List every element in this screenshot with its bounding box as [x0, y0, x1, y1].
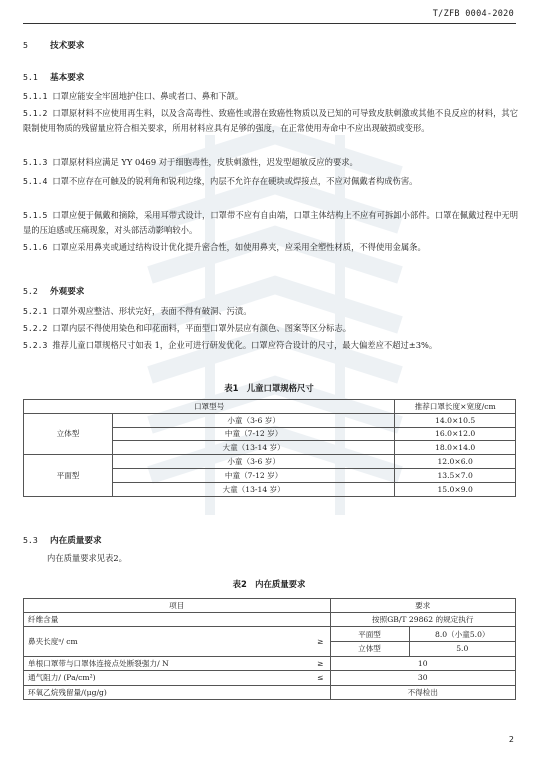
table2-req: 按照GB/T 29862 的规定执行 [330, 612, 516, 627]
table2-req: 10 [330, 656, 516, 671]
table2-item: 单根口罩带与口罩体连接点处断裂强力/ N [24, 656, 261, 671]
table2-header-item: 项目 [24, 599, 331, 613]
table1-size: 14.0×10.5 [395, 413, 516, 427]
table1-age: 大童（13-14 岁） [113, 441, 395, 455]
clause-5-1-3: 5.1.3 口罩原材料应满足 YY 0469 对于细胞毒性，皮肤刺激性，迟发型超敏反应的要求。 [23, 157, 358, 167]
table1-size: 13.5×7.0 [395, 468, 516, 482]
clause-5-1-1: 5.1.1 口罩应能安全牢固地护住口、鼻或者口、鼻和下颌。 [23, 91, 244, 101]
table2-symbol: ≥ [260, 656, 330, 671]
clause-5-2-1: 5.2.1 口罩外观应整洁、形状完好，表面不得有破洞、污渍。 [23, 306, 252, 316]
table2-item: 通气阻力/ (Pa/cm²) [24, 671, 261, 686]
clause-5-1-4: 5.1.4 口罩不应存在可触及的锐利角和锐利边缘，内层不允许存在硬块或焊接点，不应对佩戴者构成伤害。 [23, 176, 418, 186]
table2-item: 环氧乙烷残留量/(μg/g) [24, 685, 331, 700]
table1-header-size: 推荐口罩长度×宽度/cm [395, 400, 516, 414]
table2-caption: 表2 内在质量要求 [232, 579, 306, 589]
table2-subtype: 立体型 [330, 641, 409, 656]
table1-type: 立体型 [24, 413, 113, 454]
page-number: 2 [508, 735, 514, 744]
table1-age: 小童（3-6 岁） [113, 413, 395, 427]
clause-5-2-3: 5.2.3 推荐儿童口罩规格尺寸如表 1，企业可进行研发优化。口罩应符合设计的尺寸，最大偏差应不超过±3%。 [23, 340, 438, 350]
table1-age: 中童（7-12 岁） [113, 468, 395, 482]
table1-header-model: 口罩型号 [24, 400, 395, 414]
clause-5-1-5: 5.1.5 口罩应便于佩戴和摘除，采用耳带式设计，口罩带不应有自由端，口罩主体结构上不应有可拆卸小部件。口罩在佩戴过程中无明显的压迫感或压痛现象，对头部活动影响较小。 [23, 210, 518, 235]
table2-req: 5.0 [409, 641, 516, 656]
section-5-2-heading: 5.2 外观要求 [23, 286, 85, 297]
table1-age: 中童（7-12 岁） [113, 427, 395, 441]
section-5-1-heading: 5.1 基本要求 [23, 72, 85, 83]
table1-type: 平面型 [24, 455, 113, 496]
table2-header-requirement: 要求 [330, 599, 516, 613]
doc-code: T/ZFB 0004-2020 [432, 9, 514, 19]
clause-5-1-2: 5.1.2 口罩原材料不应使用再生料，以及含高毒性、致癌性或潜在致癌性物质以及已知的可导致皮肤刺激或其他不良反应的材料，其它限制使用物质的残留量应符合相关要求，所用材料应具有足够的强度，在正常使用寿命中不应出现破损或变形。 [23, 108, 518, 133]
table1-size: 15.0×9.0 [395, 482, 516, 496]
table2-req: 8.0（小童5.0） [409, 627, 516, 642]
table1-size: 18.0×14.0 [395, 441, 516, 455]
section-5-heading: 5 技术要求 [23, 40, 85, 51]
table1-age: 小童（3-6 岁） [113, 455, 395, 469]
section-5-3-text: 内在质量要求见表2。 [47, 553, 127, 563]
section-5-3-heading: 5.3 内在质量要求 [23, 535, 102, 546]
table2-subtype: 平面型 [330, 627, 409, 642]
table1-child-mask-sizes [23, 399, 516, 497]
table1-size: 12.0×6.0 [395, 455, 516, 469]
table2-quality-requirements [23, 598, 516, 700]
clause-5-1-6: 5.1.6 口罩应采用鼻夹或通过结构设计优化提升密合性，如使用鼻夹，应采用全塑性材质，不得使用金属条。 [23, 242, 426, 252]
table2-item: 鼻夹长度ᵃ/ cm [24, 627, 261, 656]
table2-symbol: ≤ [260, 671, 330, 686]
header-rule [23, 23, 516, 24]
table2-symbol: ≥ [260, 627, 330, 656]
table2-item: 纤维含量 [24, 612, 331, 627]
table2-req: 30 [330, 671, 516, 686]
table1-caption: 表1 儿童口罩规格尺寸 [224, 383, 314, 393]
table1-size: 16.0×12.0 [395, 427, 516, 441]
table1-age: 大童（13-14 岁） [113, 482, 395, 496]
clause-5-2-2: 5.2.2 口罩内层不得使用染色和印花面料，平面型口罩外层应有颜色、图案等区分标志。 [23, 323, 352, 333]
table2-req: 不得检出 [330, 685, 516, 700]
